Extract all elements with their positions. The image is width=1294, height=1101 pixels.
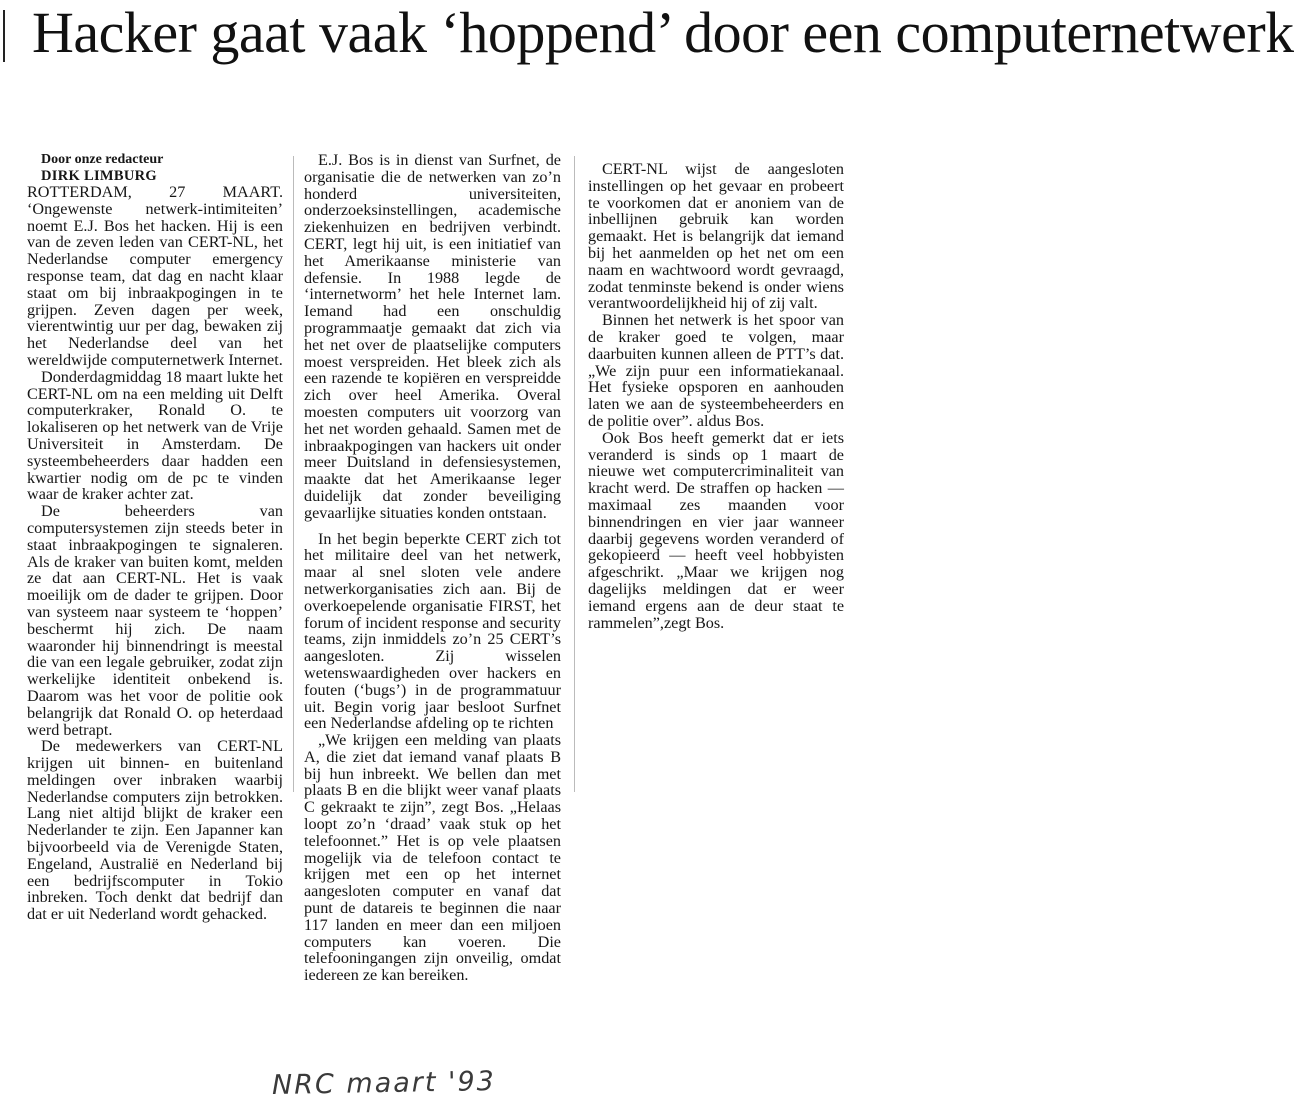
article-paragraph: „We krijgen een melding van plaats A, die ziet dat iemand vanaf plaats B bij hun inbreekt. We bellen dan met plaats B en die blijkt weer vanaf plaats C gekraakt te zijn”, zegt Bos. „Helaas loopt zo’n ‘draad’ vaak stuk op het telefoonnet.” Het is op vele plaatsen mogelijk via de telefoon contact te krijgen met een op het internet aangesloten computer en vanaf dat punt de datareis te beginnen die naar 117 landen en meer dan een miljoen computers kan voeren. Die telefooningangen zijn onveilig, omdat iedereen ze kan bereiken. (304, 731, 561, 985)
article-paragraph: Binnen het netwerk is het spoor van de kraker goed te volgen, maar daarbuiten kunnen alleen de PTT’s dat. „We zijn puur een informatiekanaal. Het fysieke opsporen en aanhouden laten we aan de systeembeheerders en de politie over”. aldus Bos. (588, 311, 844, 430)
column-divider (574, 156, 575, 792)
article-column-3 (588, 152, 844, 631)
article-column-2 (304, 152, 561, 984)
article-paragraph: CERT-NL wijst de aangesloten instellingen op het gevaar en probeert te voorkomen dat er anoniem van de inbellijnen gebruik kan worden gemaakt. Het is belangrijk dat iemand bij het aanmelden op het net om een naam en wachtwoord wordt gevraagd, zodat tenminste bekend is onder wiens verantwoordelijkheid hij of zij valt. (588, 160, 844, 313)
byline-author: DIRK LIMBURG (41, 168, 157, 184)
article-paragraph: E.J. Bos is in dienst van Surfnet, de organisatie die de netwerken van zo’n honderd universiteiten, onderzoeksinstellingen, academische ziekenhuizen en bedrijven verbindt. CERT, legt hij uit, is een initiatief van het Amerikaanse ministerie van defensie. In 1988 legde de ‘internetworm’ het hele Internet lam. Iemand had een onschuldig programmaatje gemaakt dat zich via het net over de plaatselijke computers moest verspreiden. Het bleek zich als een razende te kopiëren en verspreidde zich over heel Amerika. Overal moesten computers uit voorzorg van het net worden gehaald. Samen met de inbraakpogingen van hackers uit onder meer Duitsland in defensiesystemen, maakte dat het Amerikaanse leger duidelijk dat zonder beveiliging gevaarlijke situaties konden ontstaan. (304, 151, 561, 522)
dateline: ROTTERDAM, 27 MAART. (27, 183, 283, 201)
article-paragraph: In het begin beperkte CERT zich tot het militaire deel van het netwerk, maar al snel sloten vele andere netwerkorganisaties zich aan. Bij de overkoepelende organisatie FIRST, het forum of incident response and security teams, zijn inmiddels zo’n 25 CERT’s aangesloten. Zij wisselen wetenswaardigheden over hackers en fouten (‘bugs’) in de programmatuur uit. Begin vorig jaar besloot Surfnet een Nederlandse afdeling op te richten (304, 529, 561, 733)
article-paragraph: De beheerders van computersystemen zijn steeds beter in staat inbraakpogingen te signaleren. Als de kraker van buiten komt, melden ze dat aan CERT-NL. Het is vaak moeilijk om de dader te grijpen. Door van systeem naar systeem te ‘hoppen’ beschermt hij zich. De naam waaronder hij binnendringt is meestal die van een legale gebruiker, zodat zijn werkelijke identiteit onbekend is. Daarom was het voor de politie ook belangrijk dat Ronald O. op heterdaad werd betrapt. (27, 502, 283, 739)
article-paragraph: ROTTERDAM, 27 MAART. ‘Ongewenste netwerk-intimiteiten’ noemt E.J. Bos het hacken. Hij is een van de zeven leden van CERT-NL, het Nederlandse computer emergency response team, dat dag en nacht klaar staat om bij inbraakpogingen in te grijpen. Zeven dagen per week, vierentwintig uur per dag, bewaken zij het Nederlandse deel van het wereldwijde computernetwerk Internet. (27, 183, 283, 369)
article-paragraph: Donderdagmiddag 18 maart lukte het CERT-NL om na een melding uit Delft computerkraker, Ronald O. te lokaliseren op het netwerk van de Vrije Universiteit in Amsterdam. De systeembeheerders daar hadden een kwartier nodig om de pc te vinden waar de kraker achter zat. (27, 367, 283, 504)
article-column-1 (27, 152, 283, 923)
left-margin-rule (3, 10, 5, 62)
column-divider (293, 156, 294, 792)
byline-role: Door onze redacteur (41, 152, 164, 167)
article-paragraph: De medewerkers van CERT-NL krijgen uit binnen- en buitenland meldingen over inbraken waarbij Nederlandse computers zijn betrokken. Lang niet altijd blijkt de kraker een Nederlander te zijn. Een Japanner kan bijvoorbeeld via de Verenigde Staten, Engeland, Australië en Nederland bij een bedrijfscomputer in Tokio inbreken. Toch denkt dat bedrijf dan dat er uit Nederland wordt gehacked. (27, 737, 283, 924)
headline: Hacker gaat vaak ‘hoppend’ door een computernetwerk (32, 0, 1294, 65)
article-paragraph: Ook Bos heeft gemerkt dat er iets veranderd is sinds op 1 maart de nieuwe wet computercriminaliteit van kracht werd. De straffen op hacken — maximaal zes maanden voor binnendringen en vier jaar wanneer daarbij gegevens worden veranderd of gekopieerd — heeft veel hobbyisten afgeschrikt. „Maar we krijgen nog dagelijks meldingen dat er weer iemand ergens aan de deur staat te rammelen”,zegt Bos. (588, 428, 844, 632)
handwritten-note: NRC maart '93 (271, 1066, 497, 1101)
